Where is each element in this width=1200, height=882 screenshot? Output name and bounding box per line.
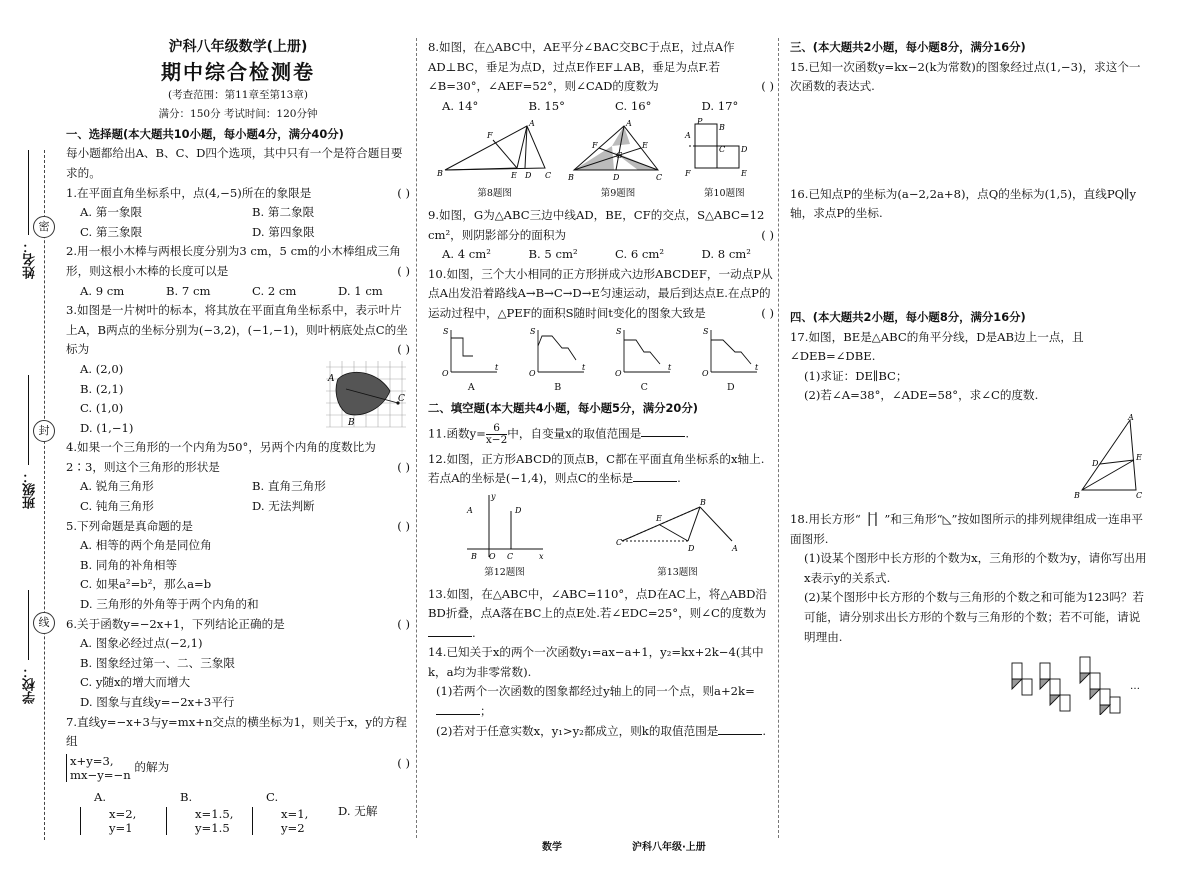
point-label: A [731,543,738,553]
point-label: O [488,551,496,561]
point-label: C [544,171,551,181]
axis-label: S [702,326,709,336]
question-1 [66,184,410,243]
fraction [486,423,507,446]
graph-option-b [528,326,588,378]
point-label: D [741,145,748,155]
option: D. 8 cm² [701,247,751,262]
point-label: B [436,169,443,179]
axis-label: O [615,368,622,378]
option: B. 15° [528,98,565,113]
column-2 [428,38,774,741]
pattern-figure [1000,653,1150,715]
option: B. 5 cm² [528,247,578,262]
option: C. (1,0) [80,401,124,416]
point-label: A [466,505,473,515]
point-label: A [528,119,535,129]
answer-paren[interactable]: ( ) [397,755,410,770]
point-label: D [1092,458,1099,468]
question-stem: 10.如图，三个大小相同的正方形拼成六边形ABCDEF，一动点P从点A出发沿着路线A→B→C→D→E匀速运动，最后到达点E.在点P的运动过程中，△PEF的面积S随时间t变化的图象大致是 [428,266,773,320]
answer-paren[interactable]: ( ) [397,459,410,474]
school-label: 学校： [22,665,38,704]
option-label: A [467,381,475,393]
column-divider [416,38,417,838]
question-stem-tail: 的解为 [134,759,170,774]
point-label: A [625,119,632,129]
option: A. 14° [442,98,479,113]
answer-paren[interactable]: ( ) [397,263,410,278]
option: A. 图象必经过点(−2,1) [80,636,203,651]
equation: x=2, [109,807,137,822]
option [238,788,324,836]
figure-caption: 第13题图 [657,566,698,578]
question-stem: 9.如图，G为△ABC三边中线AD，BE，CF的交点，S△ABC=12 cm²，则阴影部分的面积为 [428,207,765,242]
point-label: E [641,141,648,151]
axis-label: S [529,326,536,336]
option: D. 三角形的外角等于两个内角的和 [80,597,259,612]
question-15: 15.已知一次函数y=kx−2(k为常数)的图象经过点(1,−3)，求这个一次函数的表达式. [790,59,1141,94]
answer-blank[interactable] [428,624,472,637]
option: B. 直角三角形 [252,479,326,494]
point-label: C [655,173,663,183]
question-6 [66,615,410,713]
axis-label: O [528,368,536,378]
equation: y=2 [281,821,305,836]
option: C. 16° [615,98,652,113]
question-stem: 13.如图，在△ABC中，∠ABC=110°，点D在AC上，将△ABD沿BD折叠，点A落在BC上的点E处.若∠EDC=25°，则∠C的度数为 [428,586,768,621]
point-label: D [687,543,694,553]
question-stem: 3.如图是一片树叶的标本，将其放在平面直角坐标系中，表示叶片上A，B两点的坐标分别为(−3,2)，(−1,−1)，则叶柄底处点C的坐标为 [66,303,408,357]
numerator: 6 [486,423,507,435]
option: C. 第三象限 [80,224,143,239]
sub-question: (1)若两个一次函数的图象都经过y轴上的同一个点，则a+2k= [436,684,755,699]
answer-blank[interactable] [436,702,480,715]
figure-9 [568,118,668,184]
figure-13 [616,497,740,563]
column-1 [66,38,410,835]
question-10 [428,265,774,397]
school-blank[interactable] [28,590,29,660]
point-label: E [1136,452,1142,462]
option: D. 无解 [338,803,378,818]
figure-caption: 第10题图 [704,188,745,200]
option: C. y随x的增大而增大 [80,675,191,690]
answer-blank[interactable] [633,469,677,482]
class-blank[interactable] [28,375,29,465]
point-label: B [348,418,355,429]
option-letter: C. [266,789,279,804]
class-label: 班级： [22,470,38,509]
sub-question: (1)设某个图形中长方形的个数为x，三角形的个数为y，请你写出用x表示y的关系式. [804,551,1147,585]
option: B. 第二象限 [252,205,315,220]
question-5 [66,517,410,615]
footer-subject: 数学 [542,842,562,853]
option-label: C [640,381,648,393]
point-label: A [685,131,692,141]
point-label: C [398,394,405,405]
point-label: D [514,505,521,515]
question-13: 13.如图，在△ABC中，∠ABC=110°，点D在AC上，将△ABD沿BD折叠，点A落在BC上的点E处.若∠EDC=25°，则∠C的度数为. [428,586,768,640]
question-stem: 11.函数y= [428,426,486,441]
sub-question: (2)若对于任意实数x，y₁>y₂都成立，则k的取值范围是 [436,723,719,738]
question-stem: 1.在平面直角坐标系中，点(4,−5)所在的象限是 [66,185,312,200]
exam-meta: 满分：150分 考试时间：120分钟 [158,108,318,121]
answer-blank[interactable] [718,722,762,735]
point-label: G [615,151,623,161]
equation: y=1 [109,821,133,836]
equation: y=1.5 [195,821,230,836]
point-label: C [615,537,622,547]
axis-label: O [442,368,449,378]
option: A. 9 cm [80,283,125,298]
question-7 [66,713,410,836]
ellipsis-text: … [1130,681,1140,693]
axis-label: t [754,362,758,372]
point-label: E [741,169,748,179]
figure-10 [681,118,767,184]
question-12: 12.如图，正方形ABCD的顶点B，C都在平面直角坐标系的x轴上.若点A的坐标是(−1,4)，则点C的坐标是 . [428,451,765,486]
option: C. 6 cm² [615,247,665,262]
seal-mark: 线 [33,612,55,634]
answer-paren[interactable]: ( ) [761,305,774,320]
figure-12 [463,491,547,563]
sub-question: (2)若∠A=38°，∠ADE=58°，求∠C的度数. [804,388,1039,403]
point-label: B [1074,490,1080,500]
binding-margin [0,0,62,882]
option: C. 如果a²=b²，那么a=b [80,577,212,592]
point-label: C [719,145,726,155]
option: B. 7 cm [166,283,211,298]
section-intro: 每小题都给出A、B、C、D四个选项，其中只有一个是符合题目要求的。 [66,146,403,180]
question-16: 16.已知点P的坐标为(a−2,2a+8)，点Q的坐标为(1,5)，直线PQ∥y轴，求点P的坐标. [790,186,1137,221]
graph-option-d [701,326,761,378]
leaf-on-grid-figure [324,359,408,429]
seal-mark: 密 [33,216,55,238]
question-stem: 6.关于函数y=−2x+1，下列结论正确的是 [66,616,285,631]
option [66,788,152,836]
answer-blank[interactable] [641,424,685,437]
point-label: C [1136,490,1143,500]
equation-system [66,754,131,782]
question-stem: 14.已知关于x的两个一次函数y₁=ax−a+1，y₂=kx+2k−4(其中k，a均为非零常数). [428,645,764,679]
point-label: D [524,171,532,181]
figure-caption: 第8题图 [477,188,512,200]
option: D. 1 cm [338,283,383,298]
equation: x+y=3, [70,753,114,768]
question-3 [66,301,410,438]
question-11: 11.函数y= $\frac{6}{x-2}$中，自变量x的取值范围是 . [428,421,690,446]
option-label: D [726,381,735,393]
point-label: E [655,513,662,523]
option: C. 2 cm [252,283,297,298]
figures-8-10 [428,118,774,204]
option: D. 图象与直线y=−2x+3平行 [80,695,235,709]
sub-question: (1)求证：DE∥BC； [804,368,908,383]
option: B. (2,1) [80,381,124,396]
footer-grade: 沪科八年级·上册 [632,842,706,853]
question-18: 18.用长方形“▕‾▏”和三角形“◺”按如图所示的排列规律组成一连串平面图形. [790,511,1143,546]
point-label: P [697,118,703,127]
option: D. 第四象限 [252,224,315,239]
answer-space[interactable] [790,97,1150,185]
question-stem: 中，自变量x的取值范围是 [507,426,642,441]
equation: mx−y=−n [70,767,131,782]
section-heading: 四、(本大题共2小题，每小题8分，满分16分) [790,309,1026,324]
question-stem: 8.如图，在△ABC中，AE平分∠BAC交BC于点E，过点A作AD⊥BC，垂足为点D，过点E作EF⊥AB，垂足为点F.若∠B=30°，∠AEF=52°，则∠CAD的度数为 [428,40,735,94]
answer-paren[interactable]: ( ) [761,79,774,94]
answer-paren[interactable]: ( ) [397,518,410,533]
point-label: B [699,497,706,507]
question-stem: 2.用一根小木棒与两根长度分别为3 cm，5 cm的小木棒组成三角形，则这根小木棒的长度可以是 [66,244,401,278]
option: D. 17° [701,98,739,113]
option [152,788,238,836]
exam-title: 期中综合检测卷 [161,59,315,84]
point-label: C [506,551,513,561]
exam-scope: (考查范围：第11章至第13章) [168,88,308,101]
point-label: B [719,123,726,133]
option: B. 同角的补角相等 [80,557,178,572]
point-label: F [685,169,691,179]
answer-paren[interactable]: ( ) [397,616,410,631]
axis-label: t [495,362,499,372]
graph-option-c [614,326,674,378]
point-label: B [470,551,477,561]
question-2 [66,242,410,301]
option: D. (1,−1) [80,420,134,435]
section-heading: 二、填空题(本大题共4小题，每小题5分，满分20分) [428,401,698,416]
answer-paren[interactable]: ( ) [397,185,410,200]
option: A. (2,0) [80,361,124,376]
axis-label: t [668,362,672,372]
equation: x=1, [281,807,309,822]
section-heading: 三、(本大题共2小题，每小题8分，满分16分) [790,40,1026,54]
name-label: 姓名： [22,240,38,279]
question-8 [428,38,774,116]
option-letter: A. [94,789,107,804]
graph-option-a [441,326,501,378]
point-label: E [510,171,517,181]
question-14: 14.已知关于x的两个一次函数y₁=ax−a+1，y₂=kx+2k−4(其中k，a均为非零常数). (1)若两个一次函数的图象都经过y轴上的同一个点，则a+2k=； (2)若对于任意实数x，y₁>y₂都成立，则k的取值范围是 . [428,643,774,741]
column-3 [790,38,1150,717]
denominator: x−2 [485,433,508,446]
question-4 [66,438,410,516]
point-label: A [328,374,335,385]
option-letter: B. [180,789,193,804]
figure-caption: 第12题图 [484,566,525,578]
figure-8 [435,118,555,184]
point-label: F [486,131,493,141]
equation: x=1.5, [195,807,234,822]
q10-option-graphs [428,326,774,398]
axis-label: S [443,326,449,336]
point-label: D [612,173,620,183]
option: B. 图象经过第一、二、三象限 [80,655,236,670]
name-blank[interactable] [28,150,29,235]
answer-space[interactable] [790,406,1150,510]
option: A. 锐角三角形 [80,479,154,494]
axis-label: O [701,368,709,378]
axis-label: t [581,362,585,372]
answer-space[interactable] [790,224,1150,308]
question-stem: 7.直线y=−x+3与y=mx+n交点的横坐标为1，则关于x，y的方程组 [66,714,407,749]
seal-mark: 封 [33,420,55,442]
answer-paren[interactable]: ( ) [761,227,774,242]
column-divider [778,38,779,838]
point-label: B [567,173,574,183]
figures-12-13 [428,491,774,583]
question-stem: 12.如图，正方形ABCD的顶点B，C都在平面直角坐标系的x轴上.若点A的坐标是(−1,4)，则点C的坐标是 [428,451,765,486]
option: A. 第一象限 [80,205,143,220]
option-label: B [554,381,562,393]
sub-question: (2)某个图形中长方形的个数与三角形的个数之和可能为123吗？若可能，请分别求出长方形的个数与三角形的个数；若不可能，请说明理由. [804,590,1144,644]
point-label: F [591,141,598,151]
axis-label: x [538,551,544,561]
question-17: 17.如图，BE是△ABC的角平分线，D是AB边上一点，且∠DEB=∠DBE. [790,329,1084,364]
answer-space[interactable] [790,647,1150,717]
figure-17 [1074,412,1144,504]
question-9 [428,206,774,265]
point-label: A [1128,412,1134,422]
axis-label: y [490,491,496,501]
answer-paren[interactable]: ( ) [397,342,410,357]
option: A. 相等的两个角是同位角 [80,538,212,553]
axis-label: S [616,326,622,336]
option: D. 无法判断 [252,499,315,514]
section-heading: 一、选择题(本大题共10小题，每小题4分，满分40分) [66,126,344,141]
question-stem: 5.下列命题是真命题的是 [66,518,193,533]
option: A. 4 cm² [442,247,491,262]
series-title: 沪科八年级数学(上册) [168,39,308,55]
question-stem: 4.如果一个三角形的一个内角为50°，另两个内角的度数比为2∶3，则这个三角形的形状是 [66,440,376,474]
option: C. 钝角三角形 [80,499,154,514]
figure-caption: 第9题图 [600,188,636,200]
